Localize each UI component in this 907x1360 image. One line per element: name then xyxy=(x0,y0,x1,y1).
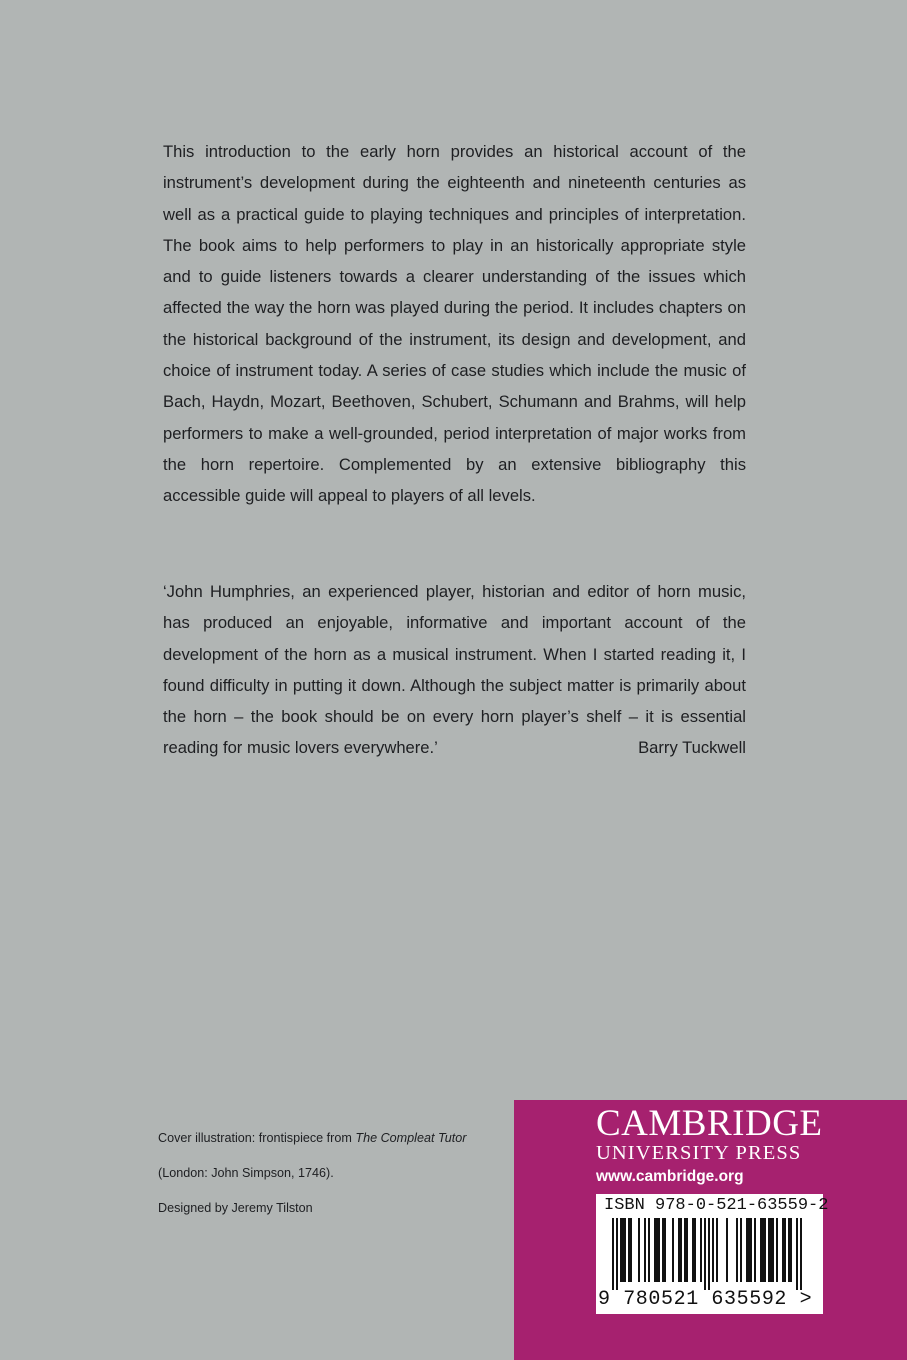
barcode-box xyxy=(596,1194,829,1314)
barcode-bar xyxy=(760,1218,762,1282)
review-quote xyxy=(163,576,746,764)
barcode-bar xyxy=(672,1218,674,1282)
designer-credit: Designed by Jeremy Tilston xyxy=(158,1201,313,1215)
publisher-website: www.cambridge.org xyxy=(596,1168,744,1185)
barcode-bar xyxy=(686,1218,688,1282)
barcode-bar xyxy=(788,1218,790,1282)
publisher-subname: UNIVERSITY PRESS xyxy=(596,1142,802,1164)
barcode-bar xyxy=(654,1218,656,1282)
barcode-bar xyxy=(708,1218,710,1290)
publisher-panel xyxy=(514,1100,907,1360)
barcode-bar xyxy=(740,1218,742,1282)
barcode-bar xyxy=(736,1218,738,1282)
cover-credit-source: (London: John Simpson, 1746). xyxy=(158,1166,334,1180)
barcode-bar xyxy=(624,1218,626,1282)
barcode-bar xyxy=(754,1218,756,1282)
publisher-name: CAMBRIDGE xyxy=(596,1103,823,1144)
book-description: This introduction to the early horn provides an historical account of the instrument’s development during the eighteenth and nineteenth centuries as well as a practical guide to playing techniques and principles of interpretation. The book aims to help performers to play in an historically appropriate style and to guide listeners towards a clearer understanding of the issues which affected the way the horn was played during the period. It includes chapters on the historical background of the instrument, its design and development, and choice of instrument today. A series of case studies which include the music of Bach, Haydn, Mozart, Beethoven, Schubert, Schumann and Brahms, will help performers to make a well-grounded, period interpretation of major works from the horn repertoire. Complemented by an extensive bibliography this accessible guide will appeal to players of all levels. xyxy=(163,142,746,506)
barcode-bar xyxy=(628,1218,630,1282)
barcode-bar xyxy=(764,1218,766,1282)
barcode-bar xyxy=(692,1218,694,1282)
barcode-bar xyxy=(630,1218,632,1282)
barcode-graphic xyxy=(600,1218,810,1290)
barcode-bar xyxy=(656,1218,658,1282)
cover-illustration-credit xyxy=(158,1128,508,1149)
barcode-bar xyxy=(704,1218,706,1290)
barcode-bar xyxy=(684,1218,686,1282)
barcode-bar xyxy=(638,1218,640,1282)
barcode-bar xyxy=(796,1218,798,1290)
cover-credits xyxy=(158,1128,508,1219)
barcode-bar xyxy=(772,1218,774,1282)
barcode-bar xyxy=(726,1218,728,1282)
barcode-bar xyxy=(644,1218,646,1282)
barcode-bar xyxy=(712,1218,714,1282)
barcode-bar xyxy=(680,1218,682,1282)
barcode-bar xyxy=(748,1218,750,1282)
barcode-bar xyxy=(776,1218,778,1282)
barcode-bar xyxy=(784,1218,786,1282)
isbn-label: ISBN 978-0-521-63559-2 xyxy=(604,1196,829,1215)
barcode-bar xyxy=(800,1218,802,1290)
review-text: ‘John Humphries, an experienced player, historian and editor of horn music, has produced an enjoyable, informative and important account of the development of the horn as a musical instrument. When I started reading it, I found difficulty in putting it down. Although the subject matter is primarily about the horn – the book should be on every horn player’s shelf – it is essential reading for music lovers everywhere.’ xyxy=(163,582,746,758)
barcode-bar xyxy=(694,1218,696,1282)
barcode-bar xyxy=(616,1218,618,1290)
barcode-bar xyxy=(750,1218,752,1282)
barcode-bar xyxy=(790,1218,792,1282)
barcode-digits: 9 780521 635592 > xyxy=(598,1288,813,1311)
barcode-bar xyxy=(700,1218,702,1282)
barcode-bar xyxy=(768,1218,770,1282)
barcode-bar xyxy=(770,1218,772,1282)
barcode-bar xyxy=(658,1218,660,1282)
barcode-bar xyxy=(746,1218,748,1282)
cover-credit-prefix: Cover illustration: frontispiece from xyxy=(158,1131,356,1145)
barcode-bar xyxy=(612,1218,614,1290)
barcode-bar xyxy=(648,1218,650,1282)
barcode-bar xyxy=(782,1218,784,1282)
barcode-bar xyxy=(620,1218,622,1282)
barcode-bar xyxy=(762,1218,764,1282)
review-attribution: Barry Tuckwell xyxy=(638,738,746,758)
barcode-bar xyxy=(664,1218,666,1282)
barcode-bar xyxy=(622,1218,624,1282)
barcode-bar xyxy=(662,1218,664,1282)
cover-credit-title: The Compleat Tutor xyxy=(355,1131,467,1145)
barcode-bar xyxy=(716,1218,718,1282)
barcode-bar xyxy=(678,1218,680,1282)
